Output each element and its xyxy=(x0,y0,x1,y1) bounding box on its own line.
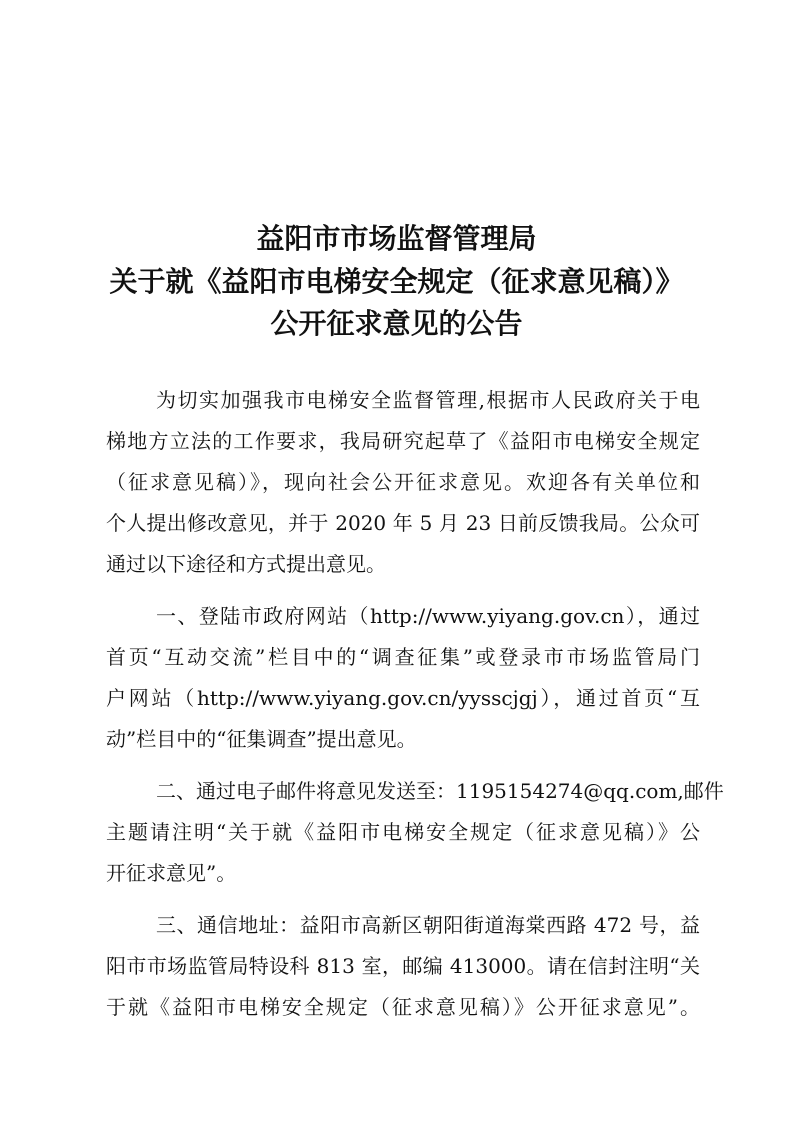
text-line: （征求意见稿）》，现向社会公开征求意见。欢迎各有关单位和 xyxy=(106,470,700,494)
document-body xyxy=(106,380,724,1039)
text-line: 主题请注明“关于就《益阳市电梯安全规定（征求意见稿）》公 xyxy=(106,820,700,844)
title-line-3: 公开征求意见的公告 xyxy=(270,307,523,340)
text-line: 首页“互动交流”栏目中的“调查征集”或登录市市场监管局门 xyxy=(106,645,700,669)
paragraph-mail-address xyxy=(106,905,700,1028)
text-line: 阳市市场监管局特设科 813 室，邮编 413000。请在信封注明“关 xyxy=(106,954,700,978)
text-line: 一、登陆市政府网站（http://www.yiyang.gov.cn），通过 xyxy=(156,604,700,628)
paragraph-website xyxy=(106,596,700,760)
paragraph-intro xyxy=(106,380,700,585)
text-line: 三、通信地址：益阳市高新区朝阳街道海棠西路 472 号，益 xyxy=(156,913,700,937)
title-line-2: 关于就《益阳市电梯安全规定（征求意见稿）》 xyxy=(109,264,684,298)
title-line-1: 益阳市市场监督管理局 xyxy=(256,222,537,255)
text-line: 个人提出修改意见，并于 2020 年 5 月 23 日前反馈我局。公众可 xyxy=(106,511,700,535)
text-line: 于就《益阳市电梯安全规定（征求意见稿）》公开征求意见”。 xyxy=(106,995,700,1019)
text-line: 二、通过电子邮件将意见发送至：1195154274@qq.com,邮件 xyxy=(156,779,724,803)
text-line: 户网站（http://www.yiyang.gov.cn/yysscjgj），通过首页“互 xyxy=(106,686,700,710)
paragraph-email xyxy=(106,771,724,894)
text-line: 动”栏目中的“征集调查”提出意见。 xyxy=(106,727,417,751)
document-title xyxy=(0,218,793,346)
text-line: 开征求意见”。 xyxy=(106,861,237,885)
text-line: 梯地方立法的工作要求，我局研究起草了《益阳市电梯安全规定 xyxy=(106,429,700,453)
text-line: 通过以下途径和方式提出意见。 xyxy=(106,552,386,576)
text-line: 为切实加强我市电梯安全监督管理,根据市人民政府关于电 xyxy=(156,388,700,412)
